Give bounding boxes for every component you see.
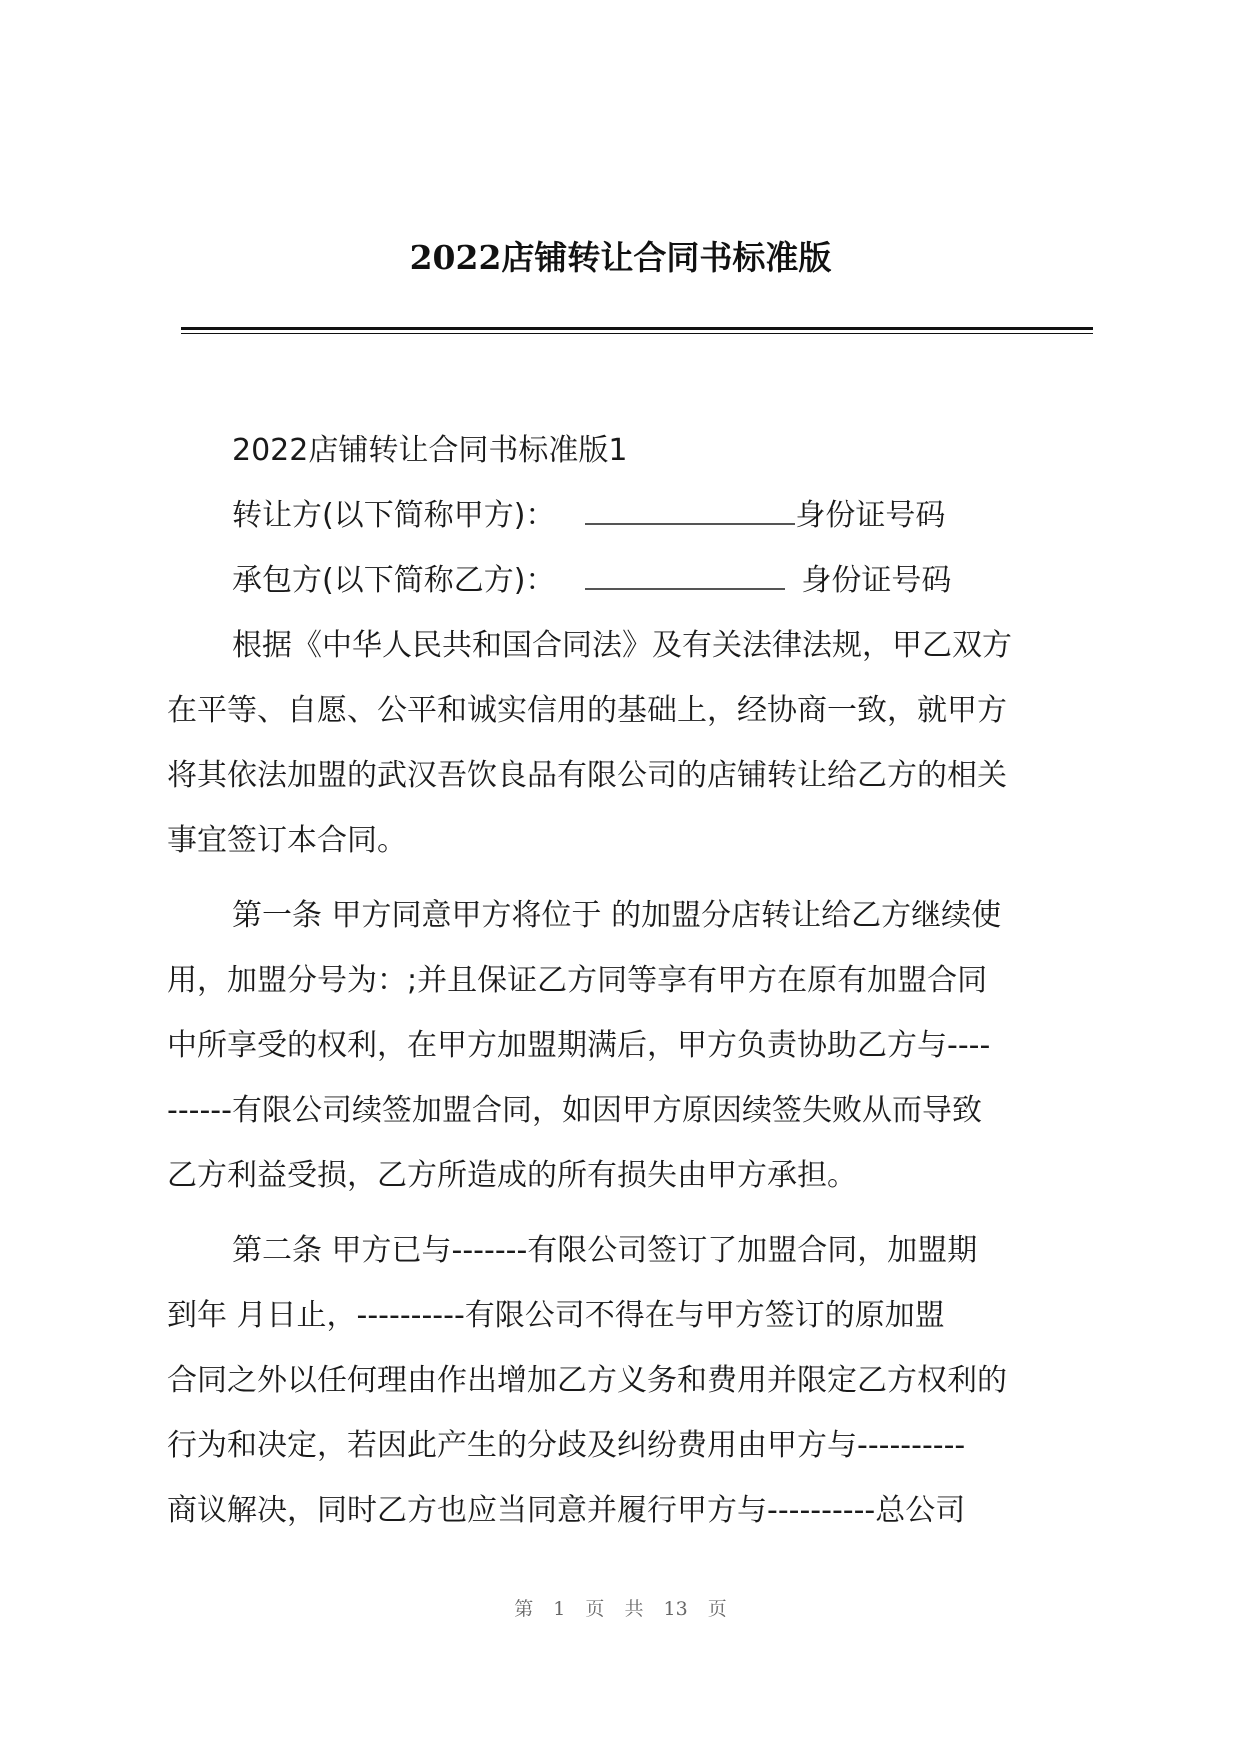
article-2-line: 到年 月日止，----------有限公司不得在与甲方签订的原加盟 <box>167 1298 945 1333</box>
party-b-blank <box>585 562 785 590</box>
article-2-line: 第二条 甲方已与-------有限公司签订了加盟合同，加盟期 <box>232 1233 978 1268</box>
subtitle: 2022店铺转让合同书标准版1 <box>232 433 628 468</box>
article-1-line: 用，加盟分号为：;并且保证乙方同等享有甲方在原有加盟合同 <box>167 963 988 998</box>
article-2-line: 行为和决定，若因此产生的分歧及纠纷费用由甲方与---------- <box>167 1428 966 1463</box>
title-rule-thin <box>181 333 1093 334</box>
document-body <box>167 418 1089 1543</box>
preamble-line: 根据《中华人民共和国合同法》及有关法律法规，甲乙双方 <box>232 628 1012 663</box>
party-a-line <box>167 483 1089 548</box>
preamble-line: 将其依法加盟的武汉吾饮良品有限公司的店铺转让给乙方的相关 <box>167 758 1007 793</box>
article-1-line: ------有限公司续签加盟合同，如因甲方原因续签失败从而导致 <box>167 1093 982 1128</box>
party-b-line <box>167 548 1089 613</box>
party-b-id-label: 身份证号码 <box>801 563 952 598</box>
article-1-line: 第一条 甲方同意甲方将位于 的加盟分店转让给乙方继续使 <box>232 898 1002 933</box>
document-title: 2022店铺转让合同书标准版 <box>409 238 832 277</box>
page-number-footer: 第 1 页 共 13 页 <box>514 1598 727 1620</box>
article-2-line: 合同之外以任何理由作出增加乙方义务和费用并限定乙方权利的 <box>167 1363 1007 1398</box>
title-rule-thick <box>181 327 1093 330</box>
article-2-line: 商议解决，同时乙方也应当同意并履行甲方与----------总公司 <box>167 1493 966 1528</box>
article-1-line: 乙方利益受损，乙方所造成的所有损失由甲方承担。 <box>167 1158 857 1193</box>
preamble-line: 事宜签订本合同。 <box>167 823 407 858</box>
party-b-label: 承包方(以下简称乙方)： <box>232 563 556 598</box>
article-1-line: 中所享受的权利，在甲方加盟期满后，甲方负责协助乙方与---- <box>167 1028 991 1063</box>
party-a-label: 转让方(以下简称甲方)： <box>232 498 556 533</box>
party-a-id-label: 身份证号码 <box>795 498 946 533</box>
preamble-line: 在平等、自愿、公平和诚实信用的基础上，经协商一致，就甲方 <box>167 693 1007 728</box>
party-a-blank <box>585 497 795 525</box>
